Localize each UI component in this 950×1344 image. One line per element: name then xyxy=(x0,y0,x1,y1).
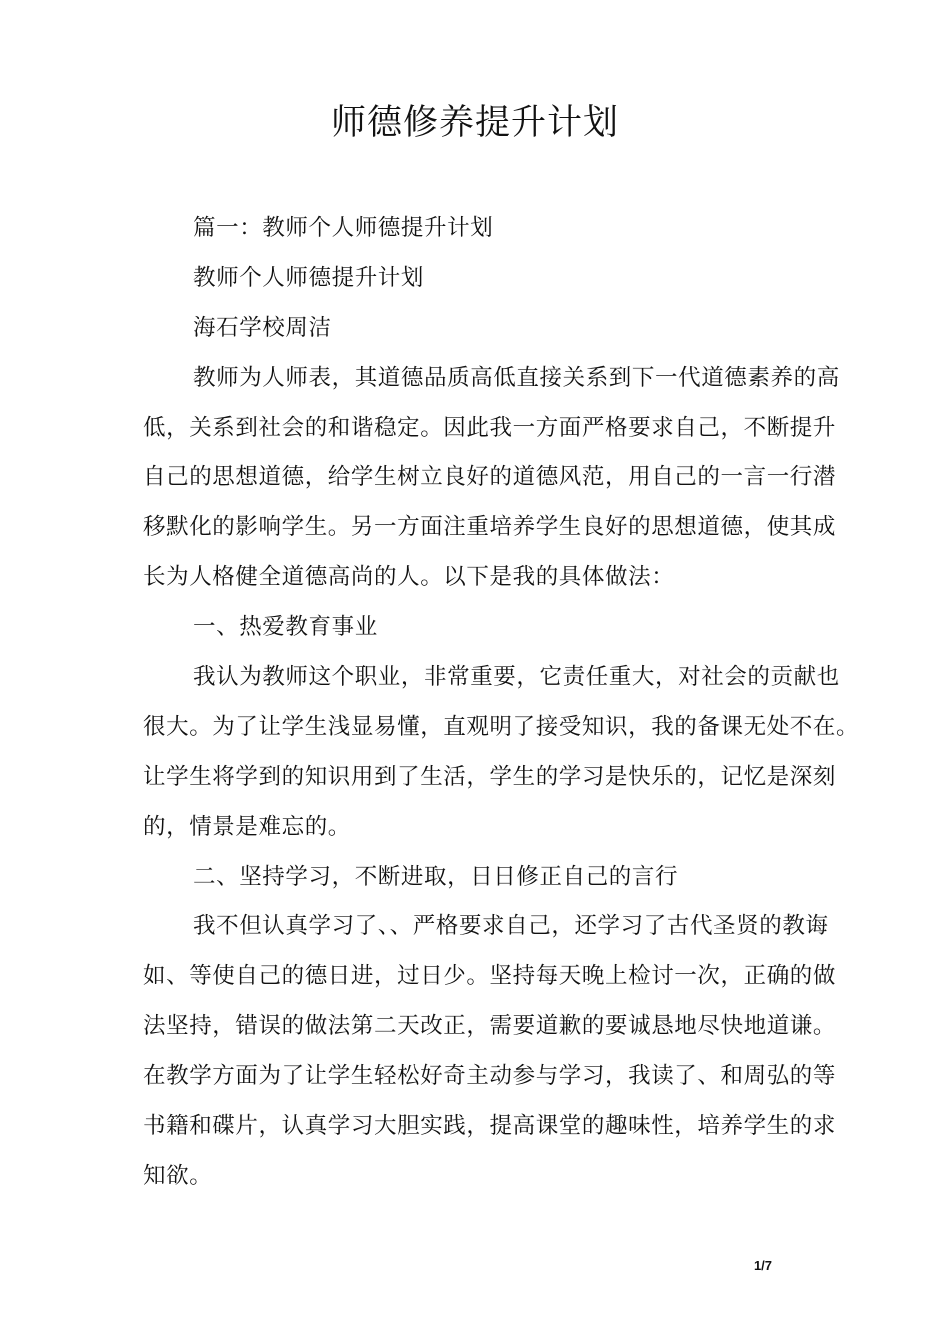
text-line: 在教学方面为了让学生轻松好奇主动参与学习，我读了、和周弘的等 xyxy=(143,1063,837,1090)
text-line: 海石学校周洁 xyxy=(193,314,332,341)
text-line: 移默化的影响学生。另一方面注重培养学生良好的思想道德，使其成 xyxy=(143,514,837,541)
text-line: 我认为教师这个职业，非常重要，它责任重大，对社会的贡献也 xyxy=(193,664,840,691)
text-line: 我不但认真学习了、、严格要求自己，还学习了古代圣贤的教诲 xyxy=(193,913,829,940)
text-line: 篇一：教师个人师德提升计划 xyxy=(193,215,494,241)
text-line: 二、坚持学习，不断进取，日日修正自己的言行 xyxy=(193,863,679,890)
document-title: 师德修养提升计划 xyxy=(330,103,619,143)
page-number: 1/7 xyxy=(753,1258,773,1273)
text-line: 法坚持，错误的做法第二天改正，需要道歉的要诚恳地尽快地道谦。 xyxy=(143,1013,837,1040)
text-line: 教师为人师表，其道德品质高低直接关系到下一代道德素养的高 xyxy=(193,364,840,391)
text-line: 的，情景是难忘的。 xyxy=(143,813,351,840)
text-line: 让学生将学到的知识用到了生活，学生的学习是快乐的，记忆是深刻 xyxy=(143,763,837,790)
text-line: 一、热爱教育事业 xyxy=(193,614,378,641)
text-line: 教师个人师德提升计划 xyxy=(193,264,425,291)
document-body xyxy=(143,204,860,1202)
text-line: 低，关系到社会的和谐稳定。因此我一方面严格要求自己，不断提升 xyxy=(143,414,837,441)
text-line: 自己的思想道德，给学生树立良好的道德风范，用自己的一言一行潜 xyxy=(143,464,837,491)
text-line: 长为人格健全道德高尚的人。以下是我的具体做法： xyxy=(143,564,675,591)
text-line: 很大。为了让学生浅显易懂，直观明了接受知识，我的备课无处不在。 xyxy=(143,713,860,740)
text-line: 书籍和碟片，认真学习大胆实践，提高课堂的趣味性，培养学生的求 xyxy=(143,1113,837,1140)
text-line: 如、等使自己的德日进，过日少。坚持每天晚上检讨一次，正确的做 xyxy=(143,963,837,990)
text-line: 知欲。 xyxy=(143,1162,213,1189)
